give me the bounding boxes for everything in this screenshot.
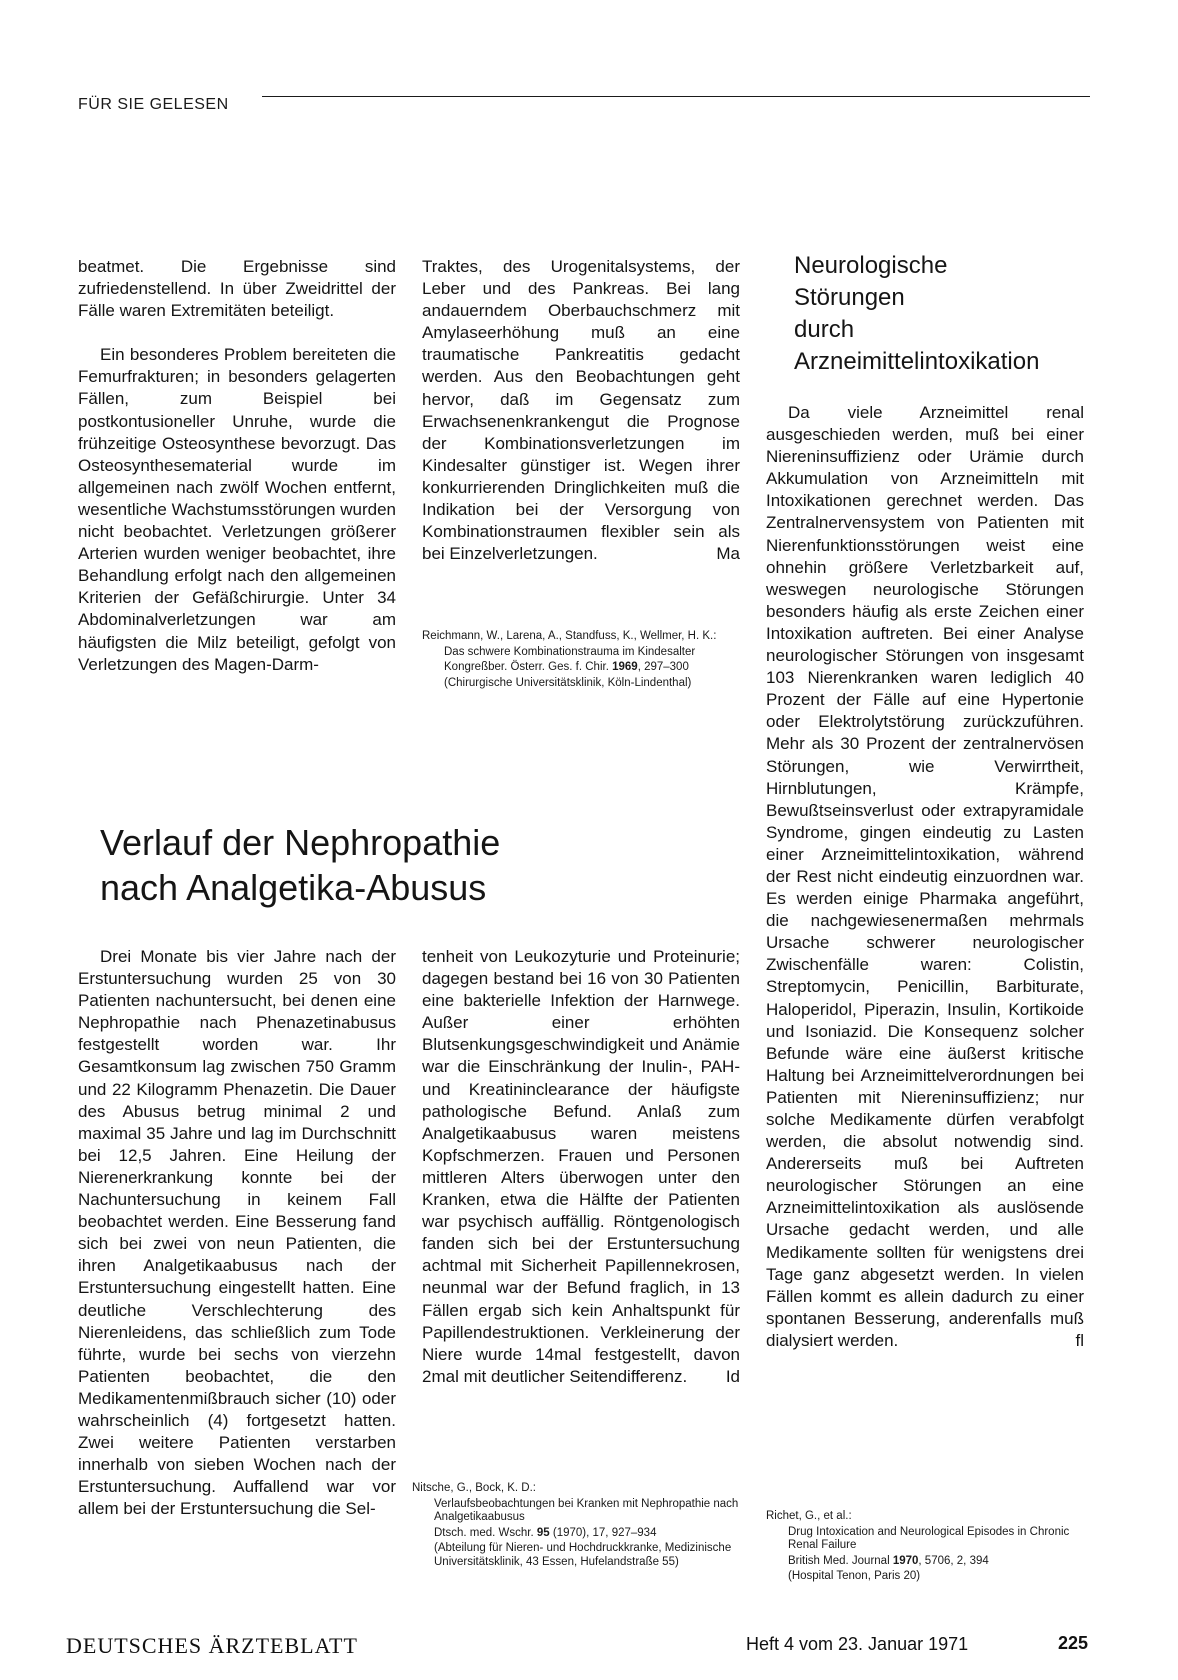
reference-source: British Med. Journal 1970, 5706, 2, 394 bbox=[788, 1554, 989, 1567]
article3-para bbox=[766, 402, 1084, 1352]
article1-col2 bbox=[422, 256, 740, 565]
reference-title: Das schwere Kombinationstrauma im Kindesalter bbox=[444, 645, 696, 658]
section-label: FÜR SIE GELESEN bbox=[78, 96, 229, 113]
article2-signature: Id bbox=[725, 1366, 740, 1386]
article2-title: Verlauf der Nephropathie nach Analgetika-Abusus bbox=[100, 822, 501, 908]
footer-issue: Heft 4 vom 23. Januar 1971 bbox=[746, 1634, 969, 1654]
article1-col1-para2: Ein besonderes Problem bereiteten die Femurfrakturen; in besonders gelagerten Fällen, zum Beispiel bei postkontusioneller Unruhe, wurde die frühzeitige Osteosynthese bevorzugt. Das Osteosynthesematerial wurde im allgemeinen nach zwölf Wochen entfernt, wesentliche Wachstumsstörungen wurden nicht beobachtet. Verletzungen größerer Arterien wurden weniger beobachtet, ihre Behandlung erfolgt nach den allgemeinen Kriterien der Gefäßchirurgie. Unter 34 Abdominalverletzungen war am häufigsten die Milz beteiligt, gefolgt von Verletzungen des Magen-Darm- bbox=[78, 345, 396, 674]
header-rule bbox=[262, 96, 1090, 97]
article3-signature: fl bbox=[1075, 1330, 1084, 1350]
article3-col bbox=[766, 402, 1084, 1352]
footer-masthead: DEUTSCHES ÄRZTEBLATT bbox=[66, 1633, 358, 1658]
reference-title: Verlaufsbeobachtungen bei Kranken mit Nephropathie nach Analgetikaabusus bbox=[434, 1497, 739, 1523]
article1-col2-para bbox=[422, 256, 740, 565]
article3-title: Neurologische Störungen durch Arzneimittelintoxikation bbox=[794, 252, 1040, 375]
article2-col1-para: Drei Monate bis vier Jahre nach der Erstuntersuchung wurden 25 von 30 Patienten nachuntersucht, bei denen eine Nephropathie nach Phenazetinabusus festgestellt worden war. Ihr Gesamtkonsum lag zwischen 750 Gramm und 22 Kilogramm Phenazetin. Die Dauer des Abusus betrug minimal 2 und maximal 35 Jahre und lag im Durchschnitt bei 12,5 Jahren. Eine Heilung der Nierenerkrankung konnte bei der Nachuntersuchung in keinem Fall beobachtet werden. Eine Besserung fand sich bei zwei von neun Patienten, die ihren Analgetikaabusus nach der Erstuntersuchung eingestellt hatten. Eine deutliche Verschlechterung des Nierenleidens, das schließlich zum Tode führte, wurde bei sechs von vierzehn Patienten beobachtet, die den Medikamentenmißbrauch sicher (10) oder wahrscheinlich (4) fortgesetzt hatten. Zwei weitere Patienten verstarben innerhalb von sieben Wochen nach der Erstuntersuchung. Auffallend war vor allem bei der Erstuntersuchung die Sel- bbox=[78, 947, 396, 1519]
article3-reference bbox=[766, 1510, 1084, 1584]
article1-reference bbox=[422, 630, 740, 690]
article1-signature: Ma bbox=[716, 544, 740, 564]
article2-col2-text: tenheit von Leukozyturie und Proteinurie; dagegen bestand bei 16 von 30 Patienten eine bakterielle Infektion der Harnwege. Außer einer erhöhten Blutsenkungsgeschwindigkeit und Anämie war die Einschränkung der Inulin-, PAH- und Kreatininclearance der häufigste pathologische Befund. Anlaß zum Analgetikaabusus waren meistens Kopfschmerzen. Frauen und Personen mittleren Alters überwogen unter den Kranken, etwa die Hälfte der Patienten war psychisch auffällig. Röntgenologisch fanden sich bei der Erstuntersuchung achtmal mit Sicherheit Papillennekrosen, neunmal war der Befund fraglich, in 13 Fällen ergab sich kein Anhaltspunkt für Papillendestruktionen. Verkleinerung der Niere wurde 14mal festgestellt, davon 2mal mit deutlicher Seitendifferenz. bbox=[422, 947, 740, 1386]
reference-authors: Nitsche, G., Bock, K. D.: bbox=[412, 1482, 536, 1494]
reference-affiliation: (Chirurgische Universitätsklinik, Köln-Lindenthal) bbox=[444, 676, 692, 689]
article2-col2 bbox=[422, 946, 740, 1388]
reference-source: Dtsch. med. Wschr. 95 (1970), 17, 927–934 bbox=[434, 1526, 657, 1539]
article1-col2-text: Traktes, des Urogenitalsystems, der Leber und des Pankreas. Bei lang andauerndem Oberbauchschmerz mit Amylaseerhöhung muß an eine traumatische Pankreatitis gedacht werden. Aus den Beobachtungen geht hervor, daß im Gegensatz zum Erwachsenenkrankengut die Prognose der Kombinationsverletzungen im Kindesalter günstiger ist. Wegen ihrer konkurrierenden Dringlichkeiten muß die Indikation bei der Versorgung von Kombinationstraumen flexibler sein als bei Einzelverletzungen. bbox=[422, 257, 740, 564]
reference-affiliation: (Abteilung für Nieren- und Hochdruckkranke, Medizinische Universitätsklinik, 43 Essen, Hufelandstraße 55) bbox=[434, 1542, 732, 1568]
article1-col1 bbox=[78, 256, 396, 676]
reference-authors: Reichmann, W., Larena, A., Standfuss, K., Wellmer, H. K.: bbox=[422, 630, 717, 642]
article2-reference bbox=[412, 1482, 740, 1569]
reference-authors: Richet, G., et al.: bbox=[766, 1510, 852, 1522]
reference-source: Kongreßber. Österr. Ges. f. Chir. 1969, 297–300 bbox=[444, 661, 689, 673]
page-number: 225 bbox=[1058, 1633, 1089, 1653]
reference-affiliation: (Hospital Tenon, Paris 20) bbox=[788, 1570, 921, 1582]
reference-title: Drug Intoxication and Neurological Episodes in Chronic Renal Failure bbox=[788, 1525, 1070, 1551]
article2-col1 bbox=[78, 946, 396, 1520]
article2-col2-para bbox=[422, 946, 740, 1388]
article1-col1-para1: beatmet. Die Ergebnisse sind zufriedenstellend. In über Zweidrittel der Fälle waren Extremitäten beteiligt. bbox=[78, 257, 396, 321]
article3-text: Da viele Arzneimittel renal ausgeschieden werden, muß bei einer Niereninsuffizienz oder Urämie durch Akkumulation von Arzneimitteln mit Intoxikationen gerechnet werden. Das Zentralnervensystem von Patienten mit Nierenfunktionsstörungen weist eine ohnehin größere Verletzbarkeit auf, weswegen neurologische Störungen besonders häufig als erste Zeichen einer Intoxikation auftreten. Bei einer Analyse neurologischer Störungen von insgesamt 103 Nierenkranken waren lediglich 40 Prozent der Fälle auf eine Hypertonie oder Elektrolytstörung zurückzuführen. Mehr als 30 Prozent der zentralnervösen Störungen, wie Verwirrtheit, Hirnblutungen, Krämpfe, Bewußtseinsverlust oder extrapyramidale Syndrome, gingen eindeutig zu Lasten einer Arzneimittelintoxikation, während der Rest nicht eindeutig einzuordnen war. Es werden einige Pharmaka angeführt, die nachgewiesenermaßen mehrmals Ursache schwerer neurologischer Zwischenfälle waren: Colistin, Streptomycin, Penicillin, Barbiturate, Haloperidol, Piperazin, Insulin, Kortikoide und Isoniazid. Die Konsequenz solcher Befunde wäre eine äußerst kritische Haltung bei Arzneimittelverordnungen bei Patienten mit Niereninsuffizienz; nur solche Medikamente dürfen verabfolgt werden, die absolut notwendig sind. Andererseits muß bei Auftreten neurologischer Störungen an eine Arzneimittelintoxikation als auslösende Ursache gedacht werden, und alle Medikamente sollten für wenigstens drei Tage ganz abgesetzt werden. In vielen Fällen kommt es allein dadurch zu einer spontanen Besserung, anderenfalls muß dialysiert werden. bbox=[766, 403, 1084, 1350]
